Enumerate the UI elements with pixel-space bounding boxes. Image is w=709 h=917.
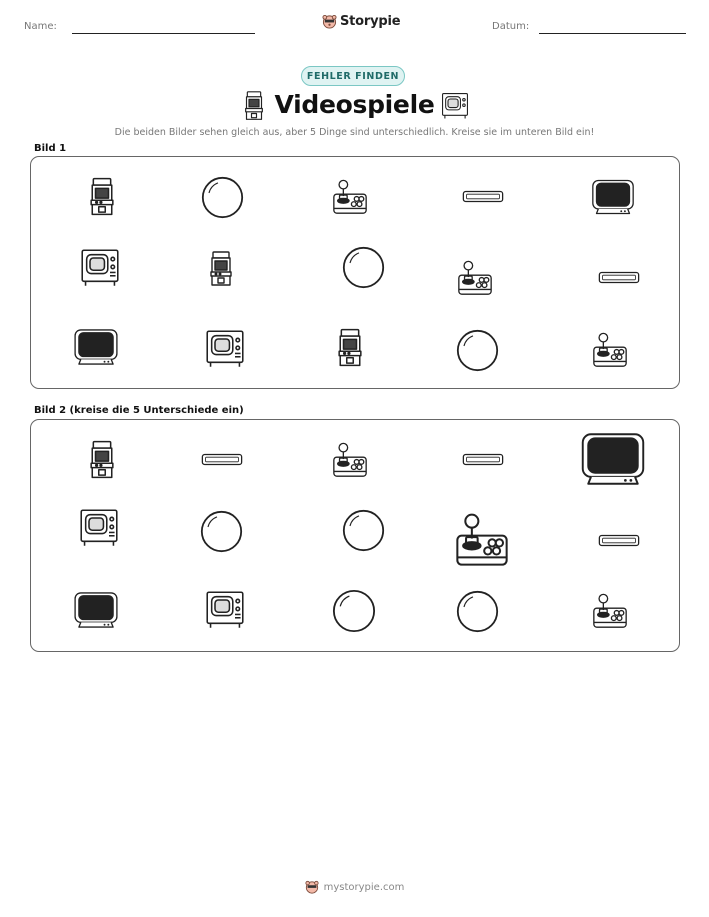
date-label: Datum: [492,21,530,32]
retro-tv-icon [441,92,469,120]
arcade-cabinet-icon[interactable] [337,324,363,372]
cartridge-icon[interactable] [598,534,640,547]
joystick-icon[interactable] [589,331,631,369]
retro-tv-icon[interactable] [205,590,245,630]
picture-2-label: Bild 2 (kreise die 5 Unterschiede ein) [34,405,244,416]
instructions: Die beiden Bilder sehen gleich aus, aber 5 Dinge sind unterschiedlich. Kreise sie im unteren Bild ein! [114,127,595,138]
ball-icon[interactable] [331,588,377,634]
name-field[interactable] [72,33,255,34]
footer [0,880,709,894]
picture-1-label: Bild 1 [34,143,67,154]
cartridge-icon[interactable] [462,453,504,466]
arcade-cabinet-icon[interactable] [209,245,233,293]
footer-site: mystorypie.com [323,881,405,893]
joystick-icon[interactable] [331,176,369,218]
storypie-mascot-icon [305,880,319,894]
ball-icon[interactable] [341,508,386,553]
crt-monitor-icon[interactable] [73,591,119,629]
joystick-icon[interactable] [331,440,369,480]
brand-logo [322,14,400,29]
crt-monitor-icon[interactable] [73,328,119,366]
ball-icon[interactable] [455,328,500,373]
ball-icon[interactable] [455,589,500,634]
arcade-cabinet-icon[interactable] [89,436,115,484]
date-field[interactable] [539,33,686,34]
cartridge-icon[interactable] [598,271,640,284]
joystick-icon[interactable] [455,259,495,297]
arcade-cabinet-icon[interactable] [89,172,115,222]
crt-monitor-icon[interactable] [580,430,646,488]
ball-icon[interactable] [199,509,244,554]
crt-monitor-icon[interactable] [591,178,635,216]
retro-tv-icon[interactable] [205,329,245,369]
retro-tv-icon[interactable] [80,247,120,289]
page-title: Videospiele [274,90,435,119]
ball-icon[interactable] [341,245,386,290]
joystick-icon[interactable] [450,511,514,569]
cartridge-icon[interactable] [462,190,504,203]
joystick-icon[interactable] [590,592,630,630]
cartridge-icon[interactable] [201,453,243,466]
ball-icon[interactable] [200,175,245,220]
brand-name: Storypie [340,14,401,29]
worksheet-type-badge: FEHLER FINDEN [301,66,405,86]
storypie-mascot-icon [322,14,337,29]
retro-tv-icon[interactable] [79,508,119,548]
name-label: Name: [24,21,57,32]
